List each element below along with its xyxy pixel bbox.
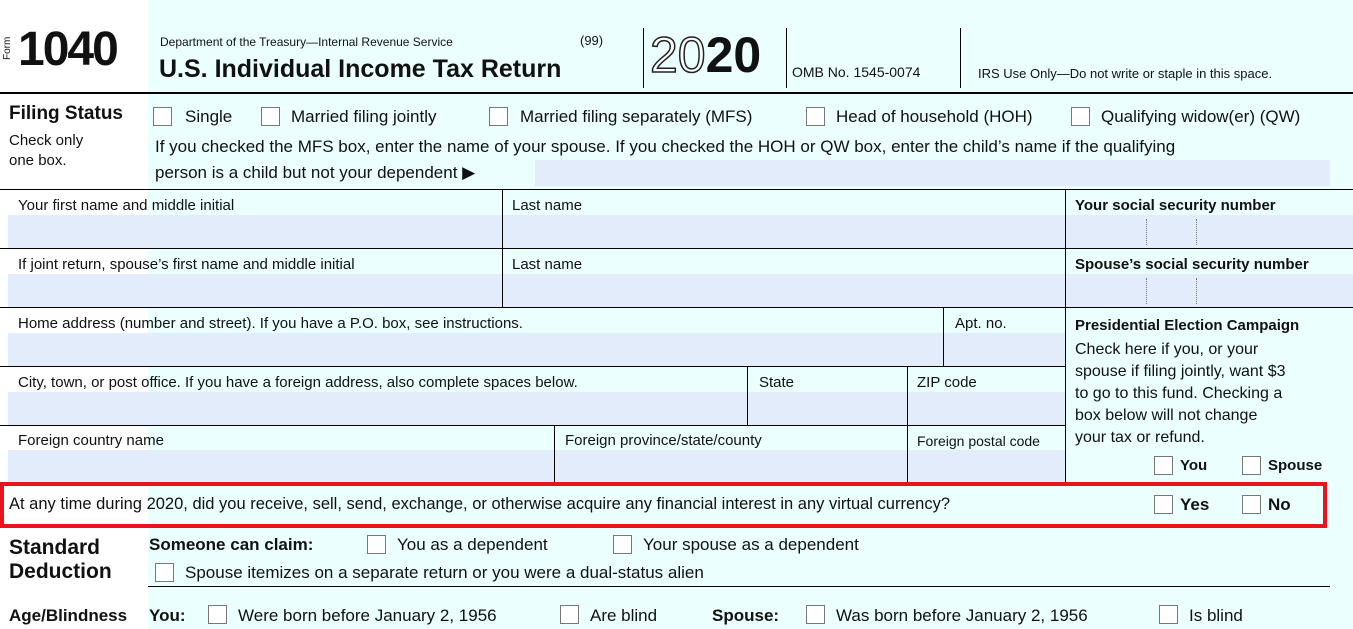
age-blindness-heading: Age/Blindness	[9, 606, 128, 625]
campaign-line: box below will not change	[1075, 407, 1258, 424]
home-address-label: Home address (number and street). If you have a P.O. box, see instructions.	[18, 315, 523, 332]
head-of-household-label: Head of household (HOH)	[836, 107, 1033, 126]
qualifying-child-name-input[interactable]	[535, 160, 1330, 186]
standard-deduction-heading-2: Deduction	[9, 560, 112, 583]
rule	[0, 307, 1353, 308]
you-born-before-checkbox[interactable]	[208, 605, 227, 624]
last-name-input[interactable]	[503, 215, 1065, 248]
you-as-dependent-label: You as a dependent	[397, 535, 548, 554]
ssn-label: Your social security number	[1075, 197, 1276, 214]
qualifying-widow-checkbox[interactable]	[1071, 107, 1090, 126]
spouse-as-dependent-label: Your spouse as a dependent	[643, 535, 859, 554]
you-as-dependent-checkbox[interactable]	[367, 535, 386, 554]
campaign-line: your tax or refund.	[1075, 429, 1205, 446]
apt-input[interactable]	[944, 333, 1065, 366]
spouse-born-before-checkbox[interactable]	[806, 605, 825, 624]
apt-label: Apt. no.	[955, 315, 1007, 332]
you-blind-checkbox[interactable]	[560, 605, 579, 624]
campaign-line: to go to this fund. Checking a	[1075, 385, 1283, 402]
last-name-label: Last name	[512, 197, 583, 214]
zip-input[interactable]	[908, 392, 1065, 425]
age-you-label: You:	[149, 606, 186, 625]
virtual-currency-yes-checkbox[interactable]	[1154, 495, 1173, 514]
irs-use-note: IRS Use Only—Do not write or staple in this space.	[978, 66, 1273, 81]
standard-deduction-heading: Standard	[9, 536, 101, 559]
filing-status-sub1: Check only	[9, 132, 84, 149]
rule	[148, 586, 1330, 587]
spouse-as-dependent-checkbox[interactable]	[613, 535, 632, 554]
zip-label: ZIP code	[917, 374, 977, 391]
campaign-spouse-label: Spouse	[1268, 457, 1323, 474]
virtual-currency-no-label: No	[1268, 495, 1291, 514]
year-prefix: 20	[650, 27, 706, 83]
you-blind-label: Are blind	[590, 606, 658, 625]
first-name-label: Your first name and middle initial	[18, 197, 235, 214]
campaign-line: spouse if filing jointly, want $3	[1075, 363, 1286, 380]
year-suffix: 20	[705, 27, 762, 83]
head-of-household-checkbox[interactable]	[806, 107, 825, 126]
header-divider	[960, 28, 961, 88]
state-input[interactable]	[748, 392, 907, 425]
married-jointly-label: Married filing jointly	[291, 107, 437, 126]
virtual-currency-question: At any time during 2020, did you receive, sell, send, exchange, or otherwise acquire any financial interest in any virtual currency?	[9, 495, 951, 513]
foreign-country-label: Foreign country name	[18, 432, 164, 449]
rule	[0, 366, 1065, 367]
filing-status-heading: Filing Status	[9, 103, 123, 124]
ssn-separator	[1196, 278, 1197, 304]
virtual-currency-no-checkbox[interactable]	[1242, 495, 1261, 514]
rule	[0, 425, 1065, 426]
filing-status-note-2: person is a child but not your dependent ▶	[155, 163, 476, 182]
filing-status-sub2: one box.	[9, 152, 67, 169]
filing-status-note: If you checked the MFS box, enter the name of your spouse. If you checked the HOH or QW box, enter the child’s name if the qualifying	[155, 137, 1176, 156]
spouse-last-name-input[interactable]	[503, 274, 1065, 307]
someone-can-claim-label: Someone can claim:	[149, 535, 314, 554]
form-label: Form	[2, 36, 13, 60]
you-born-before-label: Were born before January 2, 1956	[238, 606, 497, 625]
foreign-country-input[interactable]	[8, 450, 554, 483]
foreign-province-input[interactable]	[555, 450, 907, 483]
single-checkbox[interactable]	[153, 107, 172, 126]
header-divider	[786, 28, 787, 88]
spouse-blind-label: Is blind	[1189, 606, 1243, 625]
campaign-line: Check here if you, or your	[1075, 341, 1259, 358]
ssn-separator	[1146, 219, 1147, 245]
state-label: State	[759, 374, 795, 391]
campaign-you-checkbox[interactable]	[1154, 456, 1173, 475]
rule	[0, 248, 1353, 249]
married-jointly-checkbox[interactable]	[261, 107, 280, 126]
ssn-input[interactable]	[1066, 215, 1353, 248]
spouse-last-name-label: Last name	[512, 256, 583, 273]
qualifying-widow-label: Qualifying widow(er) (QW)	[1101, 107, 1301, 126]
campaign-title: Presidential Election Campaign	[1075, 317, 1300, 334]
foreign-postal-label: Foreign postal code	[917, 433, 1040, 449]
rule	[0, 189, 1353, 190]
married-separately-checkbox[interactable]	[489, 107, 508, 126]
foreign-province-label: Foreign province/state/county	[565, 432, 762, 449]
omb-number: OMB No. 1545-0074	[792, 64, 921, 80]
foreign-postal-input[interactable]	[908, 450, 1065, 483]
spouse-ssn-input[interactable]	[1066, 274, 1353, 307]
first-name-input[interactable]	[8, 215, 502, 248]
header-divider	[643, 28, 644, 88]
ssn-separator	[1146, 278, 1147, 304]
spouse-first-name-input[interactable]	[8, 274, 502, 307]
campaign-you-label: You	[1180, 457, 1208, 474]
spouse-blind-checkbox[interactable]	[1159, 605, 1178, 624]
campaign-spouse-checkbox[interactable]	[1242, 456, 1261, 475]
department-label: Department of the Treasury—Internal Revenue Service	[160, 35, 453, 49]
city-label: City, town, or post office. If you have a foreign address, also complete spaces below.	[18, 374, 578, 391]
virtual-currency-yes-label: Yes	[1180, 495, 1210, 514]
spouse-ssn-label: Spouse’s social security number	[1075, 256, 1309, 273]
single-label: Single	[185, 107, 233, 126]
ssn-separator	[1196, 219, 1197, 245]
married-separately-label: Married filing separately (MFS)	[520, 107, 753, 126]
home-address-input[interactable]	[8, 333, 943, 366]
form-title: U.S. Individual Income Tax Return	[159, 55, 562, 83]
form-number: 1040	[18, 23, 117, 76]
tax-year	[650, 28, 761, 82]
spouse-first-name-label: If joint return, spouse’s first name and middle initial	[18, 256, 355, 273]
spouse-itemizes-checkbox[interactable]	[155, 563, 174, 582]
city-input[interactable]	[8, 392, 747, 425]
spouse-itemizes-label: Spouse itemizes on a separate return or you were a dual-status alien	[185, 563, 704, 582]
age-spouse-label: Spouse:	[712, 606, 780, 625]
header-rule	[0, 92, 1353, 94]
form-code: (99)	[580, 33, 604, 48]
spouse-born-before-label: Was born before January 2, 1956	[836, 606, 1088, 625]
